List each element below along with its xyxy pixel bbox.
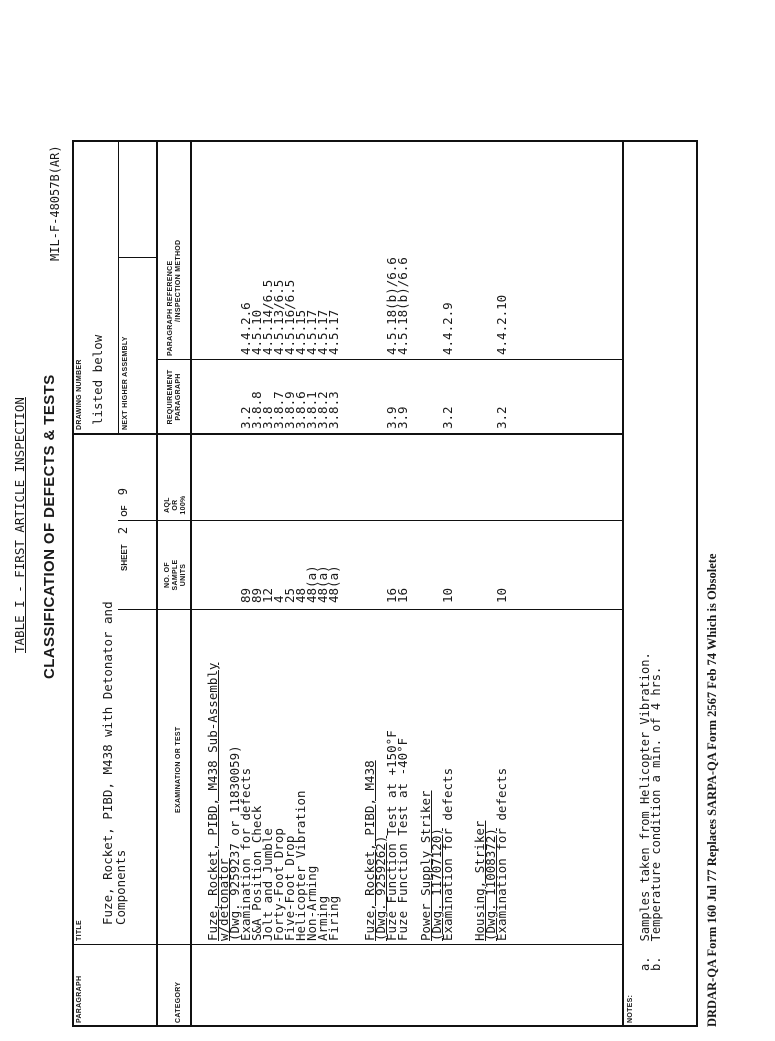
table-bottom: [622, 141, 624, 1027]
exam-item: Examination for defects: [238, 767, 253, 941]
group-1-samples: [240, 565, 339, 603]
group-heading: Fuze, Rocket, PIBD, M438: [362, 760, 377, 941]
page-heading: CLASSIFICATION OF DEFECTS & TESTS: [41, 374, 58, 679]
requirement-paragraph: 3.2: [238, 406, 253, 429]
exam-item: Arming: [315, 895, 330, 941]
col-exam: EXAMINATION OR TEST: [175, 726, 182, 813]
exam-item: Helicopter Vibration: [293, 790, 308, 941]
note-item: b. Temperature condition a min. of 4 hrs.: [649, 666, 663, 971]
sheet-label: SHEET: [120, 544, 129, 571]
group-2-ref: [386, 257, 408, 355]
group-heading: Power Supply Striker: [418, 790, 433, 941]
frame-bottom: [696, 140, 698, 1027]
exam-item: Fuze Function Test at +150°F: [384, 730, 399, 941]
group-heading: Housing, Striker: [472, 820, 487, 941]
col-requirement: REQUIREMENT PARAGRAPH: [167, 369, 182, 425]
paragraph-reference: 4.5.17: [315, 309, 330, 355]
group-1-exam: [207, 663, 339, 941]
group-heading: Fuze, Rocket, PIBD, M438 Sub-Assembly: [205, 662, 220, 941]
next-higher-divider: [118, 257, 157, 258]
drawing-number-value: listed below: [90, 334, 105, 425]
of-label: OF: [120, 505, 129, 517]
exam-item: Jolt and Jumble: [260, 828, 275, 941]
spec-number: MIL-F-48057B(AR): [48, 145, 62, 261]
paragraph-reference: 4.4.2.6: [238, 302, 253, 355]
group-drawing: (Dwg. 9259262): [373, 835, 388, 941]
form-footer: DRDAR-QA Form 160 Jul 77 Replaces SARPA-QA Form 2567 Feb 74 Which is Obsolete: [705, 553, 719, 1027]
title-line-2: Components: [113, 849, 128, 925]
exam-item: Examination for defects: [440, 767, 455, 941]
group-drawing: (Dwg. 11008372): [483, 828, 498, 941]
drawing-block-divider: [118, 140, 119, 433]
exam-item: Forty-Foot Drop: [271, 828, 286, 941]
next-higher-label: NEXT HIGHER ASSEMBLY: [122, 336, 129, 430]
sample-count: 48(a): [304, 565, 319, 603]
group-2-exam: [364, 730, 408, 941]
col-paragraph-ref: PARAGRAPH REFERENCE /INSPECTION METHOD: [167, 239, 182, 356]
col-samples: NO. OF SAMPLE UNITS: [164, 559, 187, 591]
sample-count: 48(a): [315, 565, 330, 603]
group-3-ref: [442, 302, 453, 355]
group-2-req: [386, 406, 408, 429]
frame-top: [72, 141, 74, 1027]
exam-item: Five-Foot Drop: [282, 835, 297, 941]
group-drawing: (Dwg. 11707120): [429, 828, 444, 941]
req-divider: [156, 359, 624, 360]
requirement-paragraph: 3.2: [494, 406, 509, 429]
note-item: a. Samples taken from Helicopter Vibration.: [638, 652, 652, 971]
sample-count: 89: [249, 587, 264, 603]
group-4-exam: [474, 768, 507, 941]
exam-item: Fuze Function Test at -40°F: [395, 737, 410, 941]
sample-count: 16: [384, 587, 399, 603]
requirement-paragraph: 3.8.6: [293, 391, 308, 429]
paragraph-reference: 4.5.14/6.5: [260, 279, 275, 355]
paragraph-reference: 4.5.15: [293, 309, 308, 355]
group-heading: w/detonator: [216, 858, 231, 941]
sheet-total: 9: [116, 488, 130, 496]
sample-count: 12: [260, 587, 275, 603]
paragraph-reference: 4.4.2.10: [494, 294, 509, 355]
requirement-paragraph: 3.8.1: [304, 391, 319, 429]
sample-count: 89: [238, 587, 253, 603]
group-3-req: [442, 406, 453, 429]
title-line-1: Fuze, Rocket, PIBD, M438 with Detonator and: [100, 601, 115, 925]
paragraph-reference: 4.5.16/6.5: [282, 279, 297, 355]
frame-left: [72, 1025, 698, 1027]
paragraph-reference: 4.4.2.9: [440, 302, 455, 355]
exam-item: Firing: [326, 895, 341, 941]
paragraph-reference: 4.5.17: [304, 309, 319, 355]
sample-count: 25: [282, 587, 297, 603]
paragraph-reference: 4.5.17: [326, 309, 341, 355]
sample-count: 48(a): [326, 565, 341, 603]
exam-item: Non-Arming: [304, 865, 319, 941]
group-drawing: (Dwg. 9259237 or 11830059): [227, 745, 242, 941]
paragraph-label: PARAGRAPH: [76, 975, 83, 1023]
title-label: TITLE: [76, 920, 83, 941]
group-1-ref: [240, 280, 339, 355]
aql-divider: [118, 520, 624, 521]
drawing-number-label: DRAWING NUMBER: [76, 359, 83, 430]
col-category: CATEGORY: [175, 981, 182, 1023]
table-caption: TABLE I - FIRST ARTICLE INSPECTION: [12, 397, 27, 653]
requirement-paragraph: 3.8.8: [249, 391, 264, 429]
frame-right: [72, 140, 698, 142]
samples-divider: [156, 433, 624, 434]
sample-count: 10: [440, 587, 455, 603]
group-4-req: [496, 406, 507, 429]
sample-count: 10: [494, 587, 509, 603]
group-3-exam: [420, 768, 453, 941]
sheet-number: 2: [116, 526, 130, 535]
requirement-paragraph: 3.8.2: [315, 391, 330, 429]
category-divider: [72, 944, 624, 945]
requirement-paragraph: 3.9: [395, 406, 410, 429]
exam-item: S&A Position Check: [249, 805, 264, 941]
paragraph-reference: 4.5.10: [249, 309, 264, 355]
paragraph-reference: 4.5.18(b)/6.6: [384, 257, 399, 355]
sample-count: 4: [271, 595, 286, 603]
notes-label: NOTES:: [627, 994, 634, 1023]
requirement-paragraph: 3.8: [260, 406, 275, 429]
title-block-bottom: [156, 141, 158, 1027]
group-4-samples: [496, 588, 507, 603]
sample-count: 48: [293, 587, 308, 603]
group-3-samples: [442, 588, 453, 603]
group-2-samples: [386, 588, 408, 603]
requirement-paragraph: 3.8.7: [271, 391, 286, 429]
exam-divider: [118, 609, 624, 610]
requirement-paragraph: 3.9: [384, 406, 399, 429]
requirement-paragraph: 3.8.3: [326, 391, 341, 429]
sheet-number-block: [116, 488, 130, 571]
group-4-ref: [496, 295, 507, 355]
notes-list: [640, 652, 662, 971]
column-header-bottom: [190, 141, 192, 1027]
requirement-paragraph: 3.8.9: [282, 391, 297, 429]
col-aql: AQL OR 100%: [164, 495, 187, 515]
requirement-paragraph: 3.2: [440, 406, 455, 429]
sample-count: 16: [395, 587, 410, 603]
paragraph-reference: 4.5.18(b)/6.6: [395, 257, 410, 355]
exam-item: Examination for defects: [494, 767, 509, 941]
group-1-req: [240, 391, 339, 429]
paragraph-reference: 4.5.13/6.5: [271, 279, 286, 355]
